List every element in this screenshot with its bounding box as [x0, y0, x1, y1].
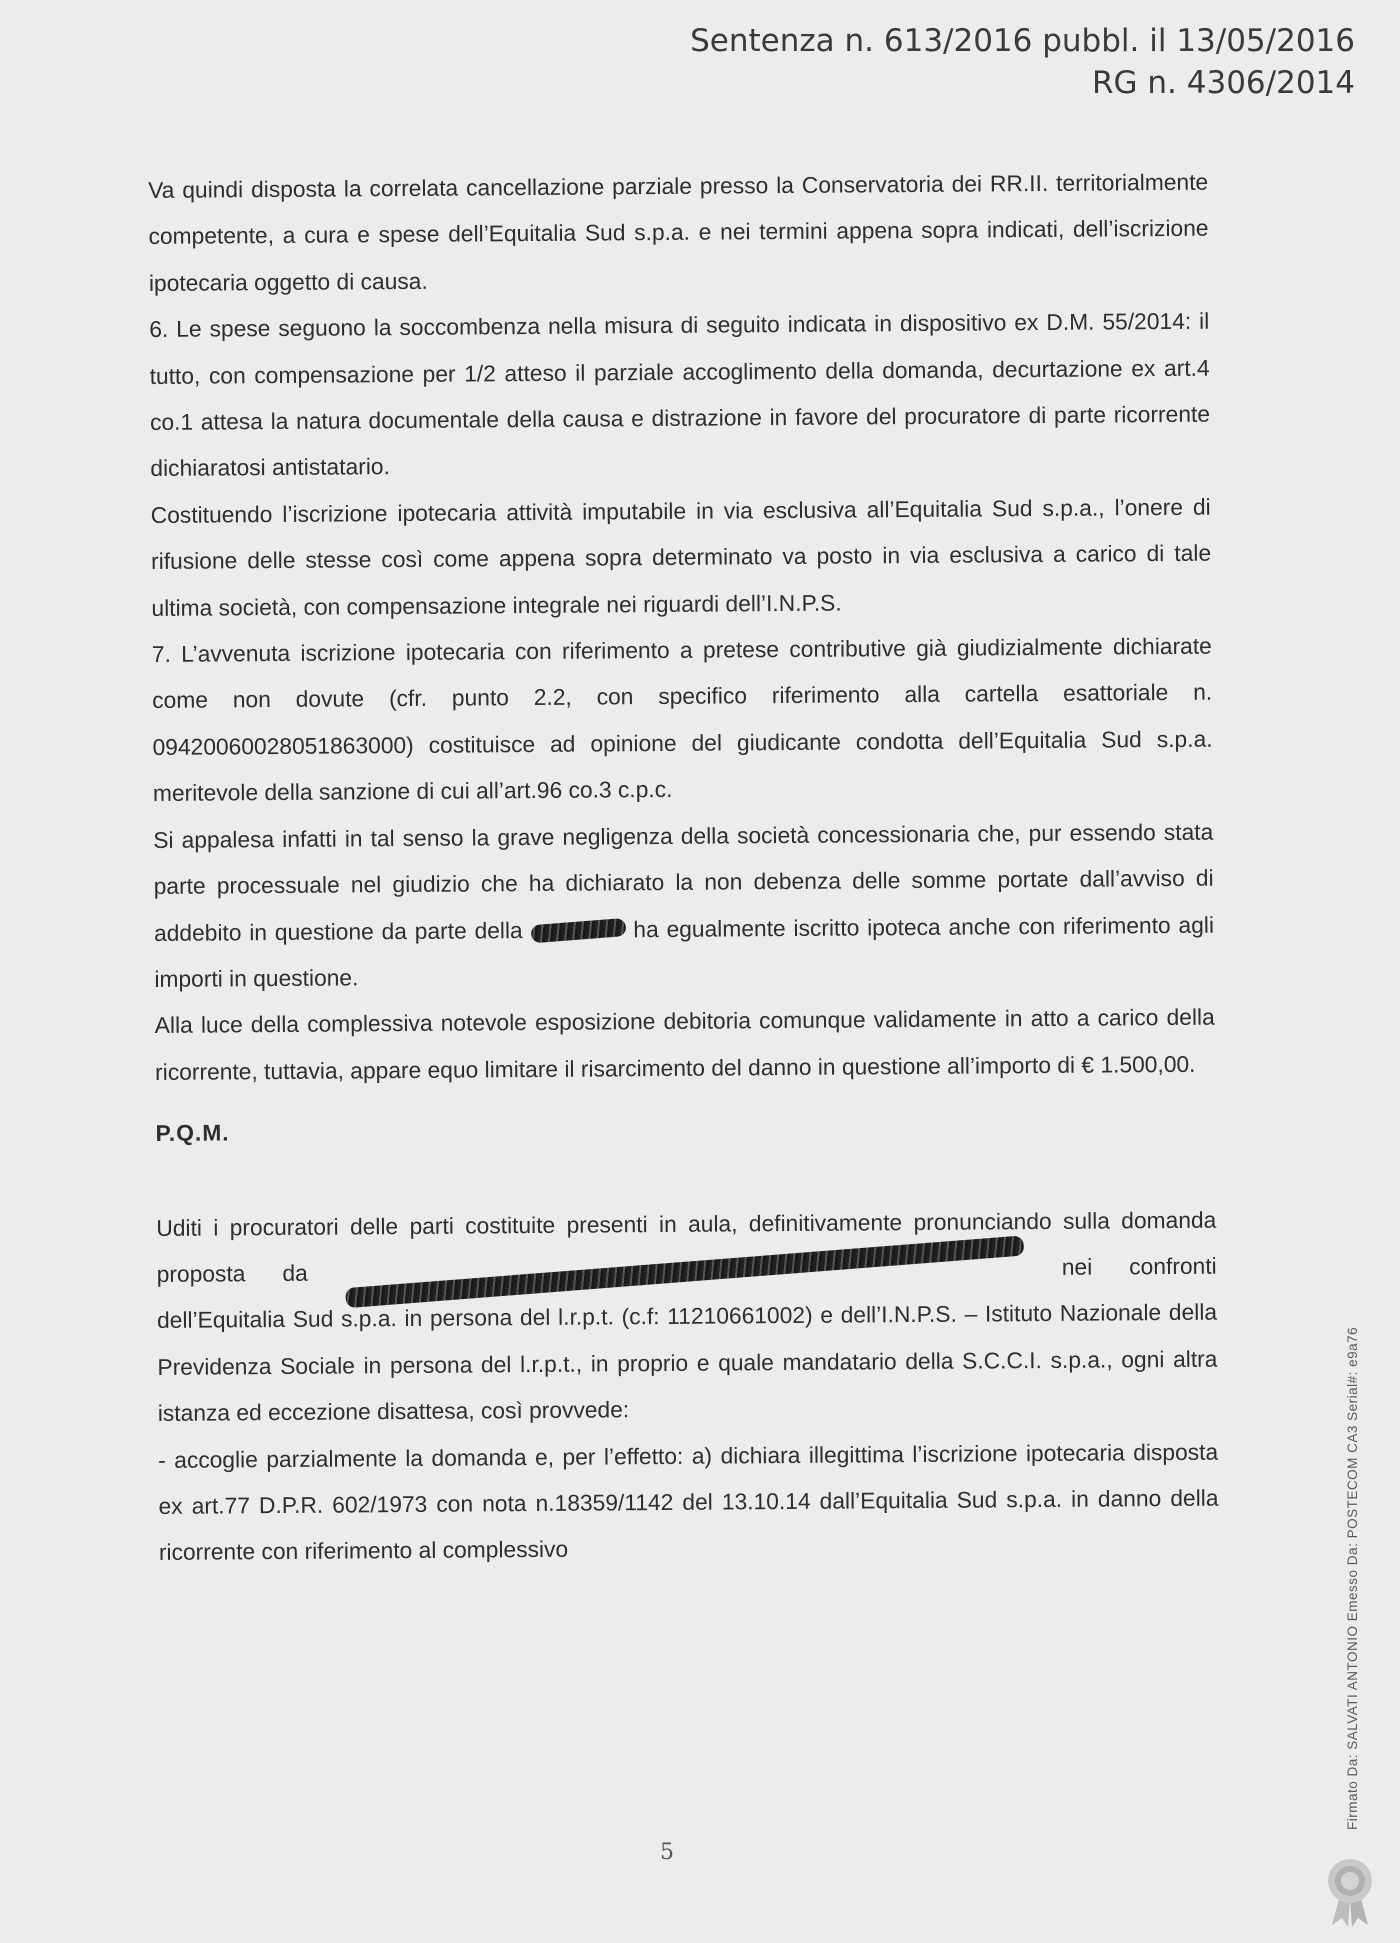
page-number: 5 — [660, 1840, 674, 1865]
negligence-text-after: ha egualmente iscritto ipoteca anche con riferimento agli importi in questione. — [154, 911, 1215, 992]
sentence-number: Sentenza n. 613/2016 pubbl. il 13/05/2016 — [690, 23, 1355, 59]
ruling-text-after: nei confronti dell’Equitalia Sud s.p.a. in persona del l.r.p.t. (c.f: 11210661002) e dell’I.N.P.S. – Istituto Nazionale della Previdenza Sociale in persona del l.r.p.t., in proprio e quale mandatario della S.C.C.I. s.p.a., ogni altra istanza ed eccezione disattesa, così provvede: — [156, 1252, 1218, 1427]
redaction-mark-name — [345, 1235, 1025, 1308]
paragraph-sanction: 7. L’avvenuta iscrizione ipotecaria con riferimento a pretese contributive già giudizialmente dichiarate come non dovute (cfr. punto 2.2, con specifico riferimento alla cartella esattoriale n. 09420060028051863000) costituisce ad opinione del giudicante condotta dell’Equitalia Sud s.p.a. meritevole della sanzione di cui all’art.96 co.3 c.p.c. — [151, 632, 1213, 807]
seal-ribbon-icon — [1322, 1855, 1378, 1927]
paragraph-cancellation: Va quindi disposta la correlata cancellazione parziale presso la Conservatoria dei RR.II. territorialmente competente, a cura e spese dell’Equitalia Sud s.p.a. e nei termini appena sopra indicati, dell’iscrizione ipotecaria oggetto di causa. — [148, 168, 1209, 296]
paragraph-damages: Alla luce della complessiva notevole esposizione debitoria comunque validamente in atto a carico della ricorrente, tuttavia, appare equo limitare il risarcimento del danno in questione all’importo di € 1.500,00. — [154, 1003, 1215, 1085]
document-header — [690, 20, 1355, 104]
document-body — [148, 159, 1219, 1576]
rg-number: RG n. 4306/2014 — [1091, 65, 1355, 101]
redaction-mark — [530, 918, 626, 943]
paragraph-ruling-intro — [156, 1196, 1218, 1436]
paragraph-costs-allocation: Costituendo l’iscrizione ipotecaria attività imputabile in via esclusiva all’Equitalia Sud s.p.a., l’onere di rifusione delle stesse così come appena sopra determinato va posto in via esclusiva a carico di tale ultima società, con compensazione integrale nei riguardi dell’I.N.P.S. — [150, 493, 1212, 621]
paragraph-costs: 6. Le spese seguono la soccombenza nella misura di seguito indicata in dispositivo ex D.M. 55/2014: il tutto, con compensazione per 1/2 atteso il parziale accoglimento della domanda, decurtazione ex art.4 co.1 attesa la natura documentale della causa e distrazione in favore del procuratore di parte ricorrente dichiaratosi antistatario. — [149, 307, 1211, 482]
ruling-text-before: Uditi i procuratori delle parti costituite presenti in aula, definitivamente pronunciando sulla domanda proposta da — [156, 1206, 1217, 1287]
digital-signature-note: Firmato Da: SALVATI ANTONIO Emesso Da: POSTECOM CA3 Serial#: e9a76 — [1345, 1326, 1360, 1830]
paragraph-ruling-a: - accoglie parzialmente la domanda e, per l’effetto: a) dichiara illegittima l’iscrizione ipotecaria disposta ex art.77 D.P.R. 602/1973 con nota n.18359/1142 del 13.10.14 dall’Equitalia Sud s.p.a. in danno della ricorrente con riferimento al complessivo — [158, 1438, 1219, 1566]
pqm-heading: P.Q.M. — [155, 1119, 230, 1147]
paragraph-negligence — [153, 808, 1214, 1002]
negligence-text-before: Si appalesa infatti in tal senso la grave negligenza della società concessionaria che, pur essendo stata parte processuale nel giudizio che ha dichiarato la non debenza delle somme portate dall’avviso di addebito in questione da parte della — [153, 818, 1214, 946]
